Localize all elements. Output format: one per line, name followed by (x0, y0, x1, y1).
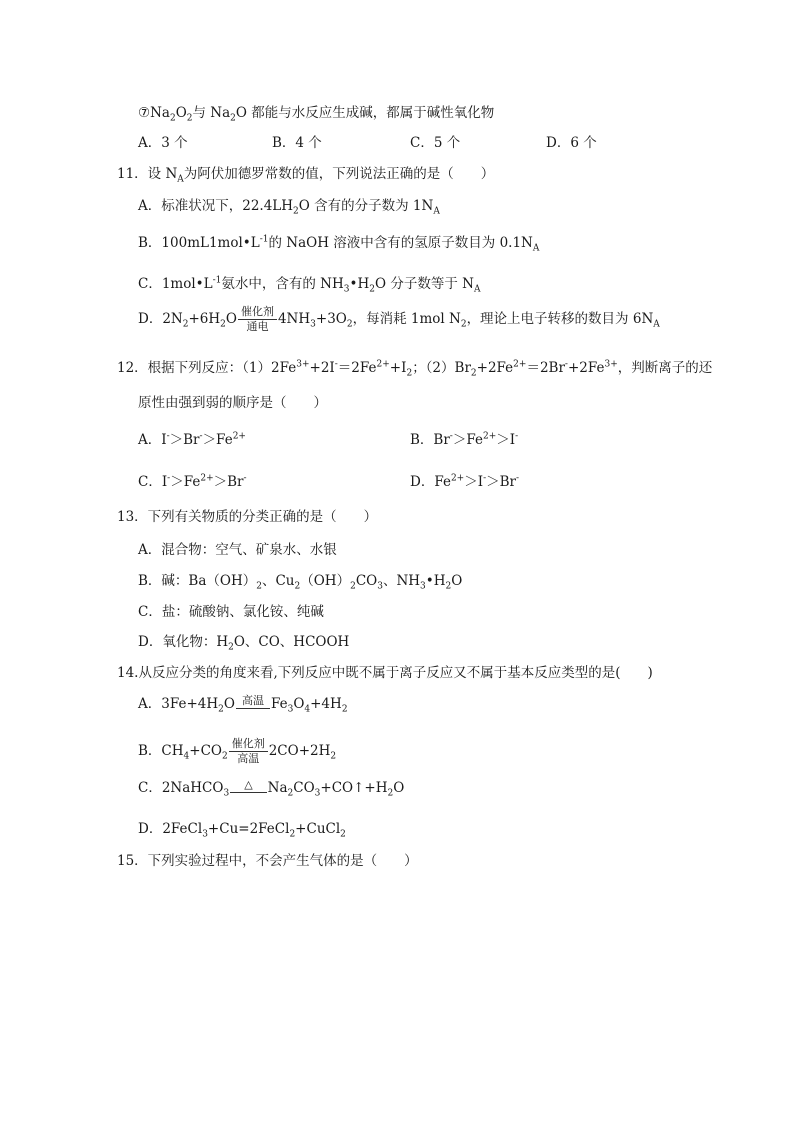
q12-option-a[interactable]: A．$I^->Br^->Fe^{2+}$ (138, 431, 246, 448)
q12-stem-line-1: 12．根据下列反应：$(1)2Fe^{3+}+2I^-=2Fe^{2+}+I_2$；$(2)Br_2+2Fe^{2+}=2Br^-+2Fe^{3+}$，判断离子的还 (117, 359, 713, 379)
reaction-condition: 高温 (236, 695, 270, 710)
q14-stem: 14.从反应分类的角度来看,下列反应中既不属于离子反应又不属于基本反应类型的是( ) (117, 665, 653, 681)
reaction-condition: △ (230, 779, 266, 794)
q15-stem: 15．下列实验过程中，不会产生气体的是（ ） (117, 853, 418, 869)
reaction-condition: 催化剂 高温 (229, 738, 268, 765)
q12-stem-line-2: 原性由强到弱的顺序是（ ） (138, 395, 327, 411)
q10-option-c[interactable]: C．5 个 (410, 135, 461, 151)
q13-option-b[interactable]: B．碱：$Ba(OH)_2$、$Cu_2(OH)_2CO_3$、$NH_3•H_2O$ (138, 573, 463, 592)
q14-option-a[interactable]: A．$3Fe+4H_2O$ 高温 $Fe_3O_4+4H_2$ (138, 694, 348, 715)
q10-item-7: $⑦Na_2O_2$与 $Na_2O$ 都能与水反应生成碱，都属于碱性氧化物 (138, 105, 495, 124)
q10-option-a[interactable]: A．3 个 (138, 135, 188, 151)
q11-stem: 11．设 $N_A$为阿伏加德罗常数的值，下列说法正确的是（ ） (117, 166, 495, 185)
q13-stem: 13．下列有关物质的分类正确的是（ ） (117, 509, 378, 525)
q11-option-d[interactable]: D．$2N_2+6H_2O$ 催化剂 通电 $4NH_3+3O_2$，每消耗 1mol $N_2$，理论上电子转移的数目为 $6N_A$ (138, 305, 660, 333)
q11-option-c[interactable]: C．$1mol•L^{-1}$氨水中，含有的 $NH_3•H_2O$ 分子数等于 $N_A$ (138, 275, 481, 295)
q13-option-d[interactable]: D．氧化物：$H_2O$、CO、HCOOH (138, 634, 350, 653)
reaction-condition: 催化剂 通电 (238, 306, 277, 333)
q10-option-d[interactable]: D．6 个 (546, 135, 597, 151)
q14-option-d[interactable]: D．2FeCl$_3$+Cu=2FeCl$_2$+CuCl$_2$ (138, 821, 346, 840)
q12-option-c[interactable]: C．$I^->Fe^{2+}>Br^-$ (138, 473, 247, 490)
q14-option-b[interactable]: B．$CH_4+CO_2$ 催化剂 高温 $2CO+2H_2$ (138, 737, 337, 765)
q10-option-b[interactable]: B．4 个 (272, 135, 322, 151)
q12-option-b[interactable]: B．$Br^->Fe^{2+}>I^-$ (410, 431, 519, 448)
q14-option-c[interactable]: C．2NaHCO$_3$ △ $Na_2CO_3+CO↑+H_2O$ (138, 778, 405, 799)
q13-option-c[interactable]: C．盐：硫酸钠、氯化铵、纯碱 (138, 604, 324, 620)
q12-option-d[interactable]: D．$Fe^{2+}>I^->Br^-$ (410, 473, 520, 490)
q13-option-a[interactable]: A．混合物：空气、矿泉水、水银 (138, 542, 337, 558)
q11-option-a[interactable]: A．标准状况下，$22.4LH_2O$ 含有的分子数为 $1N_A$ (138, 198, 440, 217)
q11-option-b[interactable]: B．$100mL1mol•L^{-1}$的 NaOH 溶液中含有的氢原子数目为 $0.1N_A$ (138, 234, 540, 254)
